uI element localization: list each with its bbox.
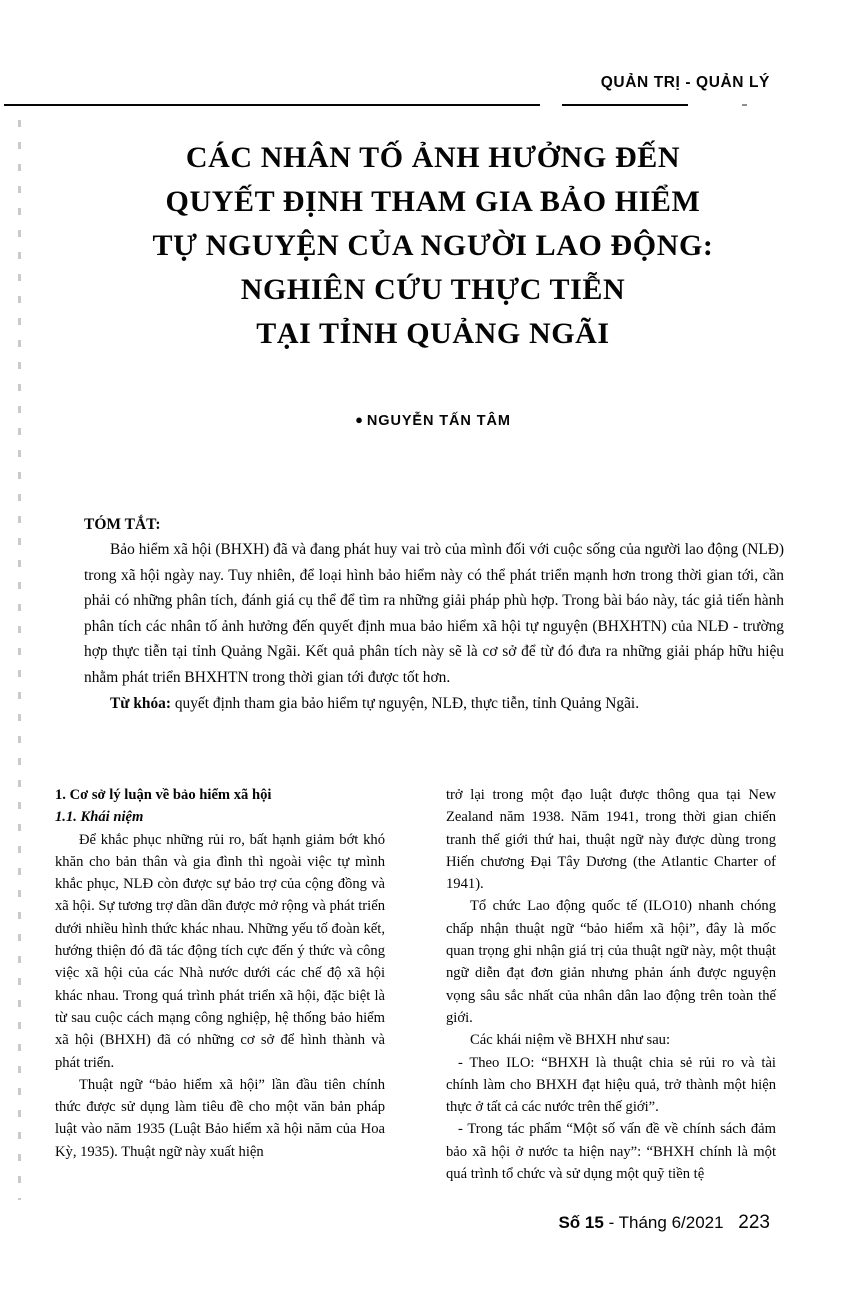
- header-rule: [4, 104, 540, 106]
- body-list-item: - Theo ILO: “BHXH là thuật chia sẻ rủi ro và tài chính làm cho BHXH đạt hiệu quả, trở thành một hiện thực ở tất cả các nước trên thế giới”.: [446, 1054, 776, 1116]
- issue-number: Số 15: [558, 1213, 604, 1232]
- body-paragraph: Thuật ngữ “bảo hiểm xã hội” lần đầu tiên chính thức được sử dụng làm tiêu đề cho một văn bản pháp luật vào năm 1935 (Luật Bảo hiểm xã hội năm của Hoa Kỳ, 1935). Thuật ngữ này xuất hiện: [55, 1076, 385, 1160]
- page-number: 223: [738, 1212, 770, 1233]
- article-title-line-1: CÁC NHÂN TỐ ẢNH HƯỞNG ĐẾN: [185, 141, 681, 174]
- article-title: [60, 136, 806, 356]
- body-column-right: [446, 784, 776, 1185]
- article-title-line-2: QUYẾT ĐỊNH THAM GIA BẢO HIỂM: [165, 185, 701, 218]
- abstract-text: Bảo hiểm xã hội (BHXH) đã và đang phát huy vai trò của mình đối với cuộc sống của người lao động (NLĐ) trong xã hội ngày nay. Tuy nhiên, để loại hình bảo hiểm này có thể phát triển mạnh hơn trong thời gian tới, cần phải có những phân tích, đánh giá cụ thể để tìm ra những giải pháp phù hợp. Trong bài báo này, tác giả tiến hành phân tích các nhân tố ảnh hưởng đến quyết định mua bảo hiểm xã hội tự nguyện (BHXHTN) của NLĐ - trường hợp thực tiễn tại tỉnh Quảng Ngãi. Kết quả phân tích này sẽ là cơ sở để từ đó đưa ra những giải pháp hữu hiệu nhằm phát triển BHXHTN trong thời gian tới được tốt hơn.: [84, 541, 784, 686]
- abstract-heading: TÓM TẮT:: [84, 516, 161, 533]
- body-paragraph: Các khái niệm về BHXH như sau:: [470, 1032, 671, 1049]
- bullet-icon: ●: [355, 412, 364, 427]
- issue-date: - Tháng 6/2021: [608, 1213, 724, 1232]
- keywords-label: Từ khóa:: [110, 694, 171, 712]
- header-rule-segment: [562, 104, 688, 106]
- author-name: NGUYỄN TẤN TÂM: [366, 413, 511, 429]
- article-title-line-4: NGHIÊN CỨU THỰC TIỄN: [240, 273, 626, 306]
- keywords-text: quyết định tham gia bảo hiểm tự nguyện, NLĐ, thực tiễn, tỉnh Quảng Ngãi.: [174, 694, 640, 712]
- body-paragraph: Để khắc phục những rủi ro, bất hạnh giảm bớt khó khăn cho bản thân và gia đình thì ngoài việc tự mình khắc phục, NLĐ còn được sự bảo trợ của cộng đồng và xã hội. Sự tương trợ dần dần được mở rộng và phát triển dưới nhiều hình thức khác nhau. Những yếu tố đoàn kết, hướng thiện đó đã tác động tích cực đến ý thức và công việc xã hội của các Nhà nước dưới các chế độ xã hội khác nhau. Trong quá trình phát triển xã hội, đặc biệt là từ sau cuộc cách mạng công nghiệp, hệ thống bảo hiểm xã hội (BHXH) đã có những cơ sở để hình thành và phát triển.: [55, 831, 385, 1071]
- body-column-left: [55, 784, 385, 1163]
- article-title-line-5: TẠI TỈNH QUẢNG NGÃI: [256, 317, 610, 350]
- author-byline: [60, 412, 806, 429]
- subsection-heading: 1.1. Khái niệm: [55, 809, 144, 826]
- abstract-block: [84, 514, 784, 716]
- body-paragraph: Tổ chức Lao động quốc tế (ILO10) nhanh chóng chấp nhận thuật ngữ “bảo hiểm xã hội”, đây là mốc quan trọng ghi nhận giá trị của thuật ngữ này, một thuật ngữ diễn đạt đơn giản nhưng phản ánh được nguyện vọng sâu sắc nhất của nhân dân lao động trên toàn thế giới.: [446, 898, 776, 1026]
- running-head: QUẢN TRỊ - QUẢN LÝ: [600, 74, 770, 91]
- header-rule-tick: [742, 104, 747, 106]
- body-paragraph: trở lại trong một đạo luật được thông qua tại New Zealand năm 1938. Năm 1941, trong thời gian chiến tranh thế giới thứ hai, thuật ngữ này được dùng trong Hiến chương Đại Tây Dương (the Atlantic Charter of 1941).: [446, 787, 776, 893]
- section-heading: 1. Cơ sở lý luận về bảo hiểm xã hội: [55, 787, 272, 803]
- keywords-line: [84, 691, 784, 717]
- page-footer: [558, 1212, 770, 1234]
- body-list-item: - Trong tác phẩm “Một số vấn đề về chính sách đảm bảo xã hội ở nước ta hiện nay”: “BHXH chính là một quá trình tổ chức và sử dụng một quỹ tiền tệ: [446, 1121, 776, 1183]
- scan-gutter-marks: [18, 120, 21, 1200]
- article-title-line-3: TỰ NGUYỆN CỦA NGƯỜI LAO ĐỘNG:: [152, 229, 714, 262]
